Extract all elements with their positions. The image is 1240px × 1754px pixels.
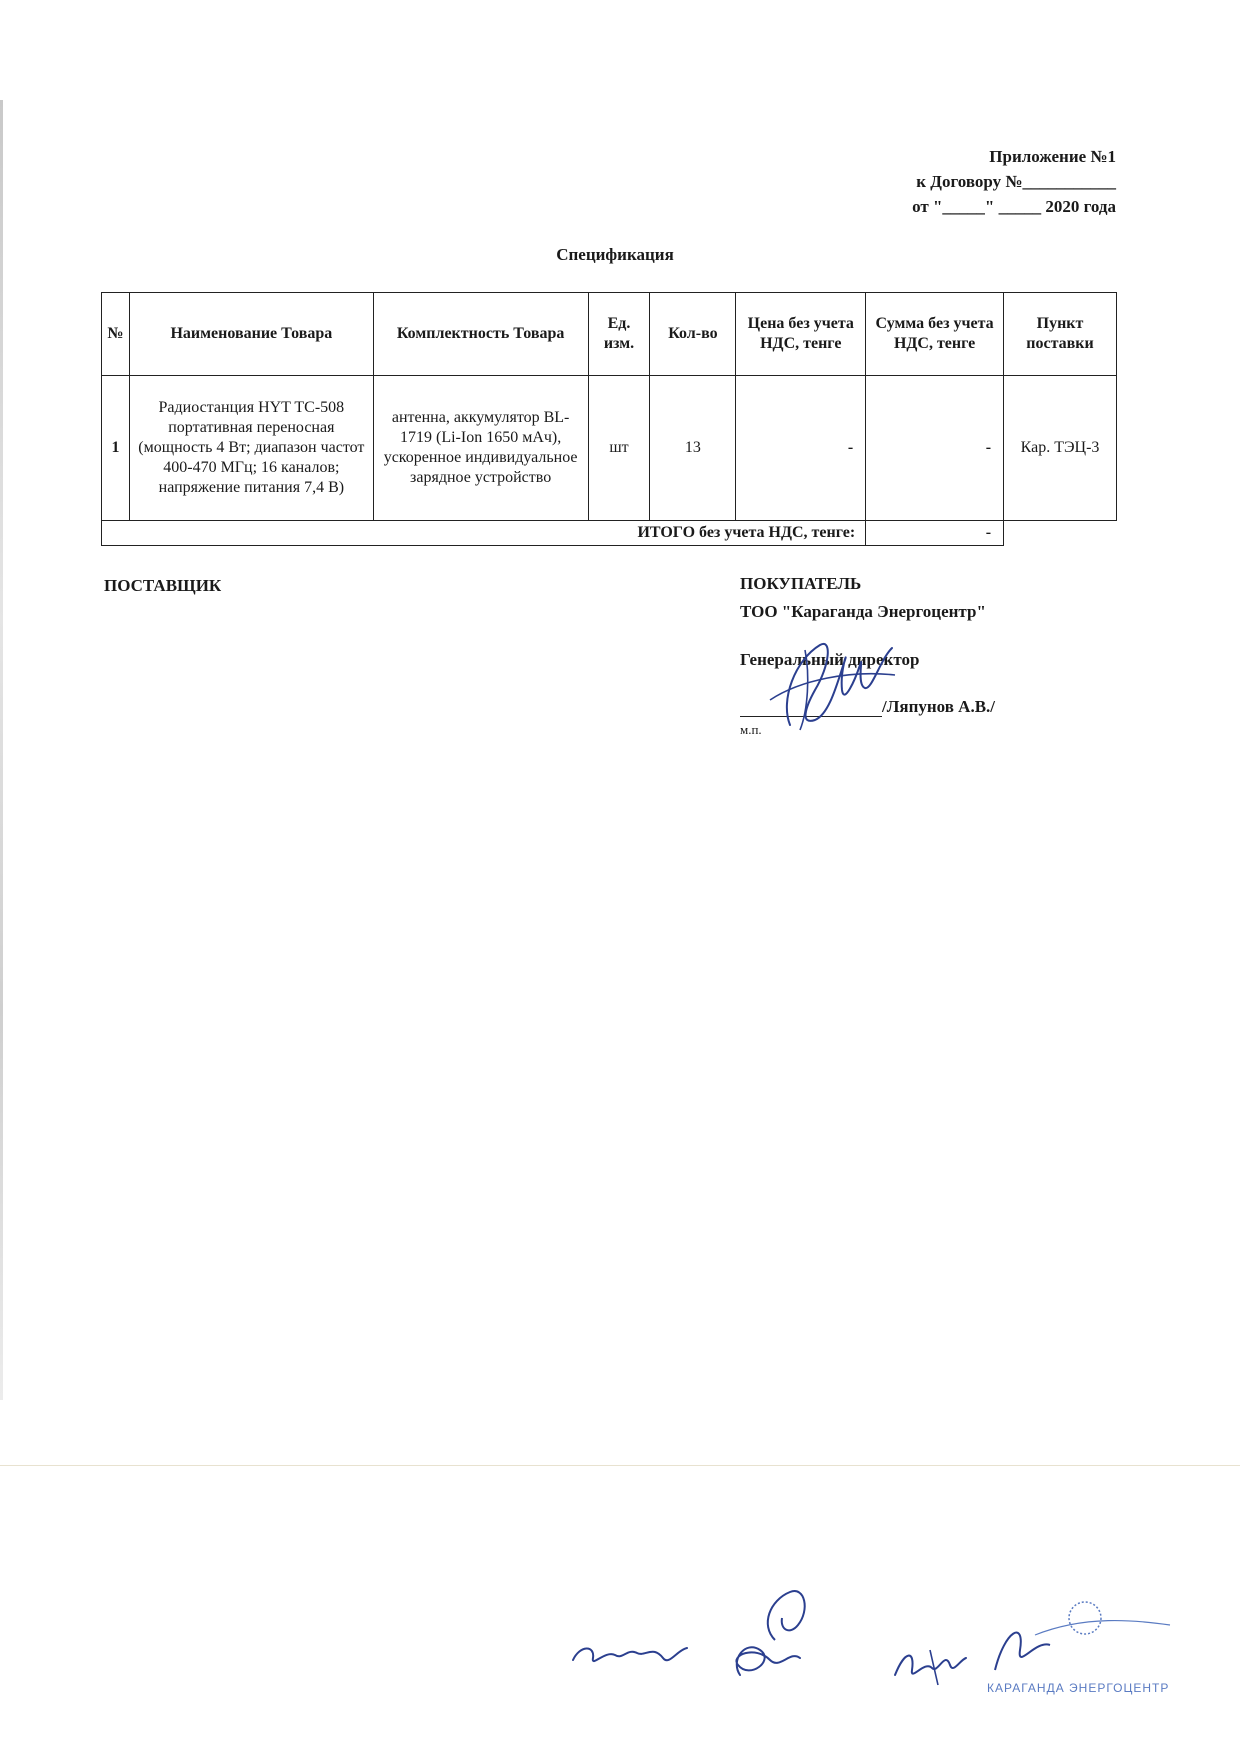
appendix-header <box>800 144 1116 219</box>
scan-edge <box>0 100 3 1400</box>
appendix-line-1: Приложение №1 <box>989 147 1116 166</box>
buyer-position: Генеральный директор <box>740 650 920 669</box>
company-stamp <box>975 1590 1175 1700</box>
col-header-sum: Сумма без учета НДС, тенге <box>866 293 1004 376</box>
col-header-name: Наименование Товара <box>129 293 373 376</box>
col-header-qty: Кол-во <box>650 293 736 376</box>
total-empty-cell <box>1004 521 1117 546</box>
total-label: ИТОГО без учета НДС, тенге: <box>102 521 866 546</box>
table-row <box>102 376 1117 521</box>
col-header-kit: Комплектность Товара <box>373 293 588 376</box>
signature-name: /Ляпунов А.В./ <box>882 697 996 716</box>
buyer-label: ПОКУПАТЕЛЬ <box>740 574 862 593</box>
buyer-company: ТОО "Караганда Энергоцентр" <box>740 602 986 621</box>
supplier-label: ПОСТАВЩИК <box>104 576 222 595</box>
col-header-unit: Ед. изм. <box>588 293 650 376</box>
stamp-text: КАРАГАНДА ЭНЕРГОЦЕНТР <box>987 1681 1170 1695</box>
initials-signature-1 <box>565 1620 695 1680</box>
page-fold-line <box>0 1465 1240 1466</box>
col-header-num: № <box>102 293 130 376</box>
table-total-row <box>102 521 1117 546</box>
initials-signature-3 <box>890 1630 970 1690</box>
table-header-row <box>102 293 1117 376</box>
appendix-line-3: от "_____" _____ 2020 года <box>912 197 1116 216</box>
signature-blank <box>740 698 882 717</box>
buyer-block <box>740 570 986 674</box>
signature-line <box>740 697 995 717</box>
specification-table <box>101 292 1117 546</box>
cell-sum: - <box>866 376 1004 521</box>
initials-signature-2 <box>720 1580 830 1690</box>
cell-num: 1 <box>102 376 130 521</box>
cell-delivery: Кар. ТЭЦ-3 <box>1004 376 1117 521</box>
stamp-place-label: м.п. <box>740 722 762 737</box>
total-value: - <box>866 521 1004 546</box>
cell-unit: шт <box>588 376 650 521</box>
appendix-line-2: к Договору №___________ <box>916 172 1116 191</box>
document-title: Спецификация <box>556 245 674 264</box>
cell-name: Радиостанция HYT TC-508 портативная переносная (мощность 4 Вт; диапазон частот 400-470 МГц; 16 каналов; напряжение питания 7,4 В) <box>129 376 373 521</box>
cell-price: - <box>736 376 866 521</box>
cell-kit: антенна, аккумулятор BL-1719 (Li-Ion 1650 мАч), ускоренное индивидуальное зарядное устройство <box>373 376 588 521</box>
col-header-price: Цена без учета НДС, тенге <box>736 293 866 376</box>
col-header-delivery: Пункт поставки <box>1004 293 1117 376</box>
cell-qty: 13 <box>650 376 736 521</box>
